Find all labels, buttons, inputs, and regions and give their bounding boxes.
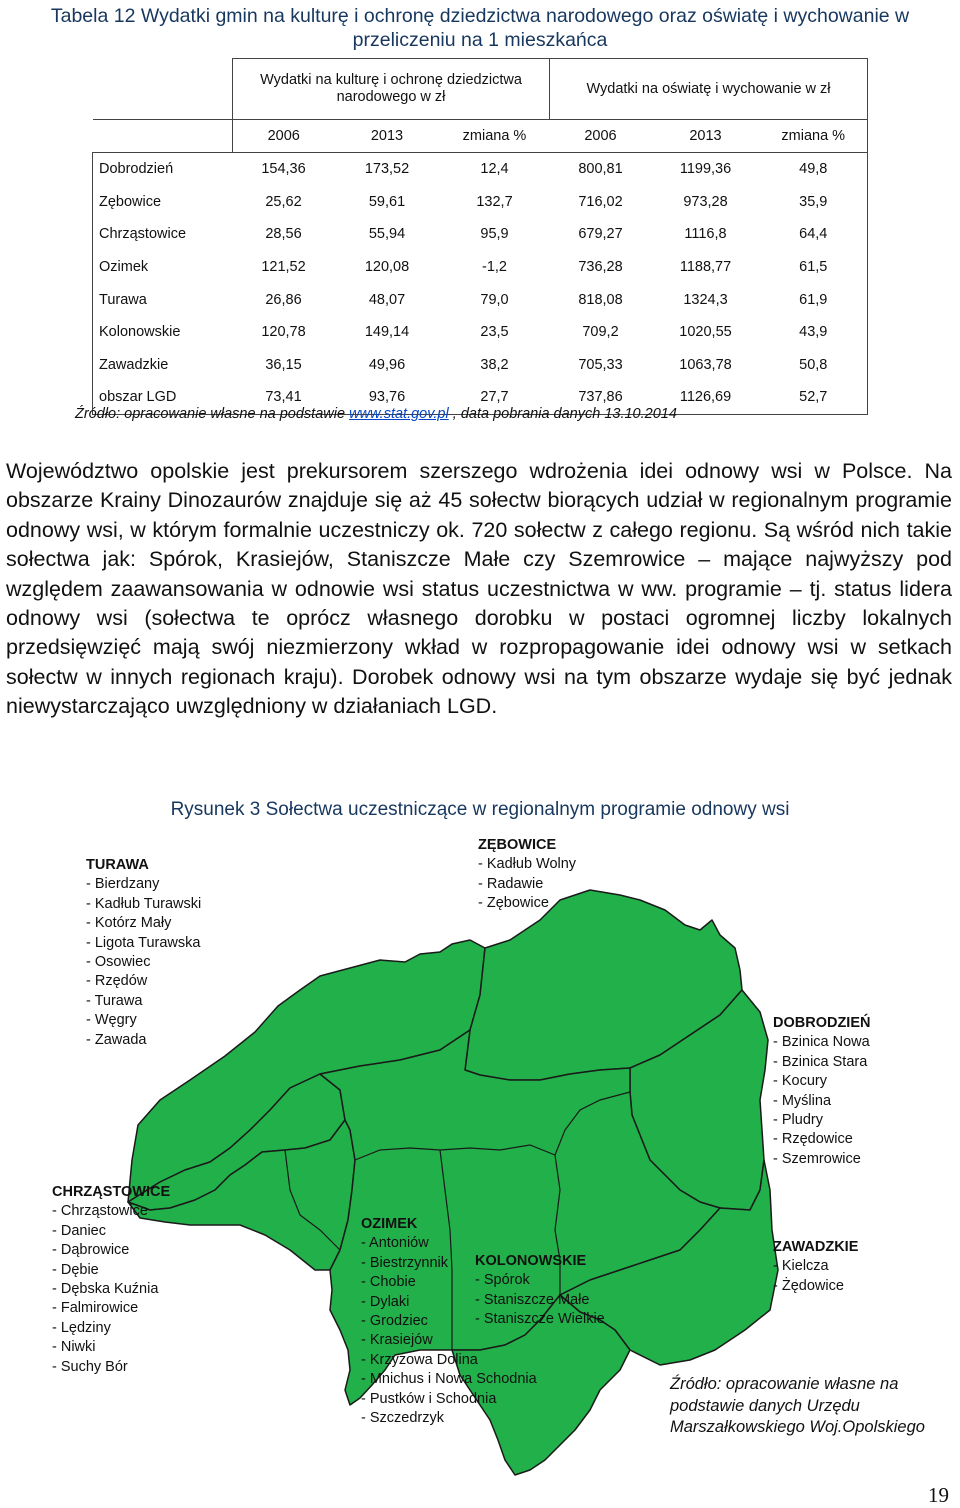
cell: 132,7 [476, 193, 513, 210]
list-item: - Daniec [52, 1222, 106, 1239]
list-item: - Rzędowice [773, 1131, 853, 1148]
map-source-line: podstawie danych Urzędu [670, 1396, 860, 1415]
header-blank [93, 59, 233, 120]
cell: 818,08 [578, 291, 623, 308]
list-item: - Dębska Kuźnia [52, 1281, 159, 1298]
cell: 27,7 [440, 381, 550, 414]
table-row [93, 283, 868, 316]
source-link[interactable]: www.stat.gov.pl [349, 406, 449, 422]
cell: 36,15 [265, 356, 302, 373]
list-item: - Węgry [86, 1012, 137, 1029]
table-source-note [75, 406, 677, 422]
cell: 12,4 [480, 161, 509, 178]
cell: 1324,3 [683, 291, 728, 308]
list-item: - Chrząstowice [52, 1203, 148, 1220]
list-item: - Biestrzynnik [361, 1254, 449, 1271]
list-item: - Bzinica Nowa [773, 1034, 870, 1051]
row-name: Zębowice [93, 186, 233, 219]
cell: 48,07 [368, 291, 406, 308]
label-title: TURAWA [86, 857, 149, 873]
table-row [93, 316, 868, 349]
list-item: - Antoniów [361, 1235, 429, 1252]
table-row [93, 153, 868, 186]
col-header: 2013 [652, 120, 760, 153]
cell: 25,62 [265, 193, 302, 210]
cell: 61,5 [760, 251, 868, 284]
group-header-education: Wydatki na oświatę i wychowanie w zł [550, 59, 868, 120]
row-name: Zawadzkie [93, 349, 233, 382]
label-title: ZAWADZKIE [773, 1239, 859, 1255]
list-item: - Turawa [86, 992, 143, 1009]
list-item: - Dębie [52, 1261, 99, 1278]
cell: 973,28 [683, 193, 728, 210]
cell: 43,9 [760, 316, 868, 349]
table-row [93, 349, 868, 382]
cell: 154,36 [261, 161, 306, 178]
cell: 173,52 [364, 161, 410, 178]
list-item: - Grodziec [361, 1313, 428, 1330]
cell: 1126,69 [652, 381, 760, 414]
list-item: - Bzinica Stara [773, 1053, 868, 1070]
list-item: - Falmirowice [52, 1300, 139, 1317]
cell: 709,2 [582, 324, 619, 341]
list-item: - Lędziny [52, 1319, 111, 1336]
label-zebowice [478, 836, 576, 914]
list-item: - Kotórz Mały [86, 915, 172, 932]
list-item: - Zawada [86, 1031, 147, 1048]
cell: -1,2 [482, 259, 507, 276]
body-paragraph: Województwo opolskie jest prekursorem szerszego wdrożenia idei odnowy wsi w Polsce. Na obszarze Krainy Dinozaurów znajduje się aż 45 sołectw biorących udział w regionalnym programie odnowy wsi, w którym formalnie uczestniczy ok. 720 sołectw z całego regionu. Są wśród nich takie sołectwa jak: Spórok, Krasiejów, Staniszcze Małe czy Szemrowice – mające najwyższy pod względem zaawansowania w odnowie wsi status uczestnictwa w ww. programie – tj. status lidera odnowy wsi (sołectwa te oprócz własnego dorobku w postaci ogromnej liczby lokalnych przedsięwzięć mają swój niezmierzony wkład w rozpropagowanie idei odnowy wsi w setkach sołectw w innych regionach kraju). Dorobek odnowy wsi na tym obszarze wydaje się być jednak niewystarczająco uwzględniony w działaniach LGD. [6, 459, 952, 719]
label-kolonowskie [475, 1252, 605, 1330]
list-item: - Zębowice [478, 895, 549, 912]
row-name: obszar LGD [93, 381, 233, 414]
label-turawa [86, 856, 201, 1050]
cell: 49,8 [760, 153, 868, 186]
label-title: CHRZĄSTOWICE [52, 1184, 171, 1200]
list-item: - Krasiejów [361, 1332, 433, 1349]
label-title: DOBRODZIEŃ [773, 1015, 871, 1031]
cell: 679,27 [578, 226, 623, 243]
cell: 35,9 [760, 186, 868, 219]
list-item: - Staniszcze Małe [475, 1291, 590, 1308]
row-name: Dobrodzień [93, 153, 233, 186]
list-item: - Kielcza [773, 1258, 829, 1275]
label-title: OZIMEK [361, 1216, 418, 1232]
map-source-line: Marszałkowskiego Woj.Opolskiego [670, 1418, 925, 1436]
cell: 1199,36 [679, 161, 732, 178]
cell: 737,86 [550, 381, 652, 414]
list-item: - Dylaki [361, 1293, 410, 1310]
cell: 1188,77 [679, 259, 732, 276]
cell: 64,4 [760, 218, 868, 251]
list-item: - Osowiec [86, 954, 151, 971]
cell: 705,33 [578, 356, 623, 373]
col-header: zmiana % [440, 120, 550, 153]
label-zawadzkie [773, 1238, 858, 1296]
cell: 79,0 [480, 291, 509, 308]
list-item: - Pustków i Schodnia [361, 1390, 497, 1407]
list-item: - Kadłub Wolny [478, 856, 577, 873]
table-caption: Tabela 12 Wydatki gmin na kulturę i ochronę dziedzictwa narodowego oraz oświatę i wychowanie w przeliczeniu na 1 mieszkańca [50, 5, 910, 51]
list-item: - Bierdzany [86, 876, 160, 893]
list-item: - Kocury [773, 1073, 827, 1090]
cell: 61,9 [760, 283, 868, 316]
col-header: 2006 [550, 120, 652, 153]
cell: 1116,8 [684, 226, 727, 243]
label-title: ZĘBOWICE [478, 837, 557, 853]
table-row [93, 218, 868, 251]
list-item: - Szczedrzyk [361, 1410, 444, 1427]
list-item: - Rzędów [86, 973, 148, 990]
cell: 59,61 [368, 193, 406, 210]
cell: 800,81 [578, 161, 623, 178]
list-item: - Suchy Bór [52, 1358, 128, 1375]
cell: 1020,55 [679, 324, 732, 341]
col-header: 2013 [335, 120, 440, 153]
list-item: - Szemrowice [773, 1150, 861, 1167]
label-dobrodzien [773, 1014, 870, 1169]
label-chrzastowice [52, 1183, 170, 1377]
list-item: - Dąbrowice [52, 1242, 130, 1259]
list-item: - Myślina [773, 1092, 832, 1109]
source-suffix: , data pobrania danych 13.10.2014 [448, 406, 677, 422]
list-item: - Kadłub Turawski [86, 895, 202, 912]
cell: 55,94 [368, 226, 406, 243]
cell: 23,5 [480, 324, 509, 341]
cell: 149,14 [364, 324, 410, 341]
map-source-note [670, 1374, 925, 1439]
map-source-line: Źródło: opracowanie własne na [670, 1375, 899, 1393]
cell: 52,7 [760, 381, 868, 414]
cell: 50,8 [760, 349, 868, 382]
list-item: - Mnichus i Nowa Schodnia [361, 1371, 537, 1388]
cell: 120,78 [261, 324, 306, 341]
list-item: - Staniszcze Wielkie [475, 1311, 605, 1328]
cell: 1063,78 [679, 356, 732, 373]
cell: 49,96 [368, 356, 406, 373]
list-item: - Żędowice [773, 1277, 844, 1294]
list-item: - Niwki [52, 1339, 96, 1356]
figure-caption: Rysunek 3 Sołectwa uczestniczące w regionalnym programie odnowy wsi [170, 799, 790, 820]
cell: 28,56 [265, 226, 302, 243]
header-blank-2 [93, 120, 233, 153]
list-item: - Ligota Turawska [86, 934, 201, 951]
cell: 93,76 [335, 381, 440, 414]
cell: 95,9 [480, 226, 509, 243]
page-number: 19 [928, 1483, 949, 1507]
table-row [93, 251, 868, 284]
source-prefix: Źródło: opracowanie własne na podstawie [75, 406, 350, 422]
list-item: - Radawie [478, 875, 544, 892]
row-name: Kolonowskie [93, 316, 233, 349]
row-name: Turawa [93, 283, 233, 316]
cell: 121,52 [261, 259, 306, 276]
group-header-culture: Wydatki na kulturę i ochronę dziedzictwa narodowego w zł [233, 59, 550, 120]
cell: 73,41 [233, 381, 335, 414]
list-item: - Pludry [773, 1112, 823, 1129]
cell: 716,02 [578, 193, 623, 210]
list-item: - Chobie [361, 1274, 416, 1291]
cell: 26,86 [265, 291, 302, 308]
label-title: KOLONOWSKIE [475, 1253, 587, 1269]
col-header: 2006 [233, 120, 335, 153]
cell: 736,28 [578, 259, 623, 276]
table-row [93, 186, 868, 219]
list-item: - Spórok [475, 1272, 530, 1289]
expenditure-table [92, 58, 868, 415]
row-name: Ozimek [93, 251, 233, 284]
cell: 120,08 [364, 259, 410, 276]
col-header: zmiana % [760, 120, 868, 153]
list-item: - Krzyżowa Dolina [361, 1351, 478, 1368]
cell: 38,2 [480, 356, 509, 373]
row-name: Chrząstowice [93, 218, 233, 251]
